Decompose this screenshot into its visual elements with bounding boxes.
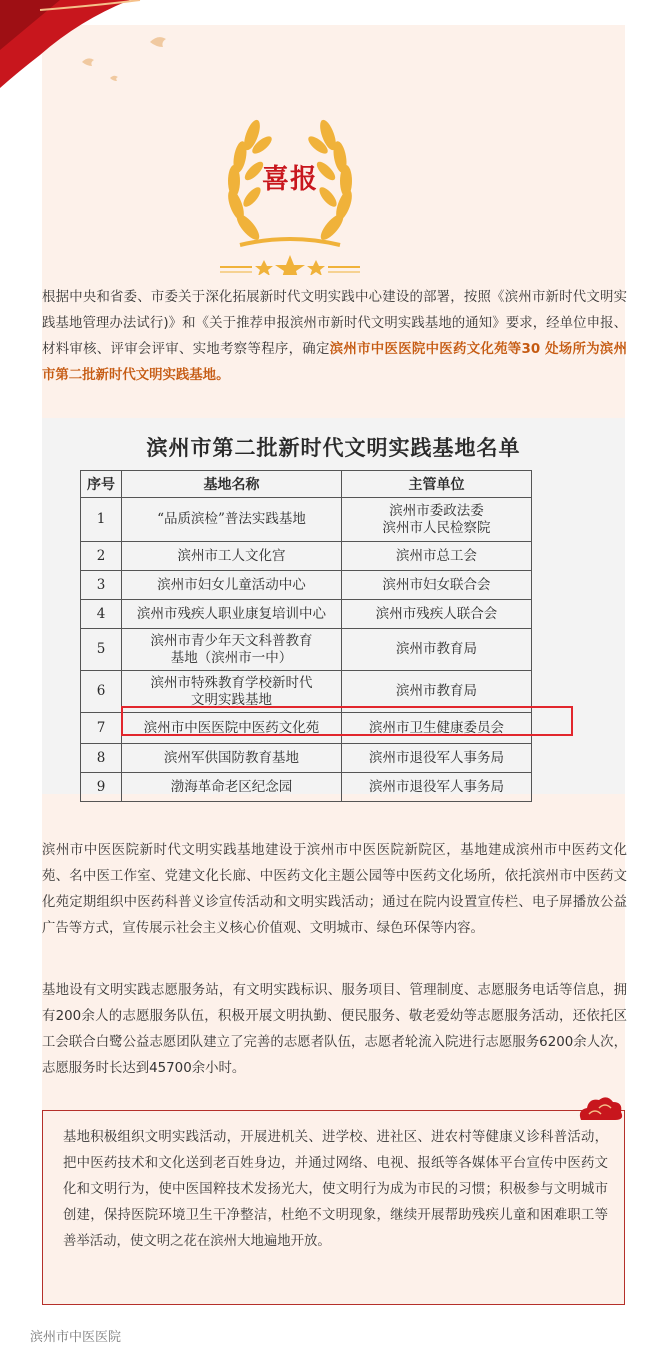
- table-cell-unit: 滨州市委政法委 滨州市人民检察院: [342, 498, 532, 542]
- table-row: [81, 498, 532, 542]
- table-row: [81, 671, 532, 713]
- table-row: [81, 571, 532, 600]
- table-cell-name: 滨州市青少年天文科普教育 基地（滨州市一中）: [122, 629, 342, 671]
- highlight-box: [42, 1110, 625, 1305]
- intro-highlight: 滨州市中医医院中医药文化苑等30 处场所为滨州市第二批新时代文明实践基地。: [42, 342, 627, 383]
- table-cell-unit: 滨州市妇女联合会: [342, 571, 532, 600]
- table-cell-name: 滨州市中医医院中医药文化苑: [122, 713, 342, 744]
- table-cell-unit: 滨州市退役军人事务局: [342, 773, 532, 802]
- table-cell-name: 滨州市残疾人职业康复培训中心: [122, 600, 342, 629]
- table-cell-no: 3: [81, 571, 122, 600]
- table-header-row: [81, 471, 532, 498]
- header-unit: 主管单位: [342, 471, 532, 498]
- table-cell-name: 渤海革命老区纪念园: [122, 773, 342, 802]
- table-cell-name: 滨州市工人文化宫: [122, 542, 342, 571]
- table-cell-no: 8: [81, 744, 122, 773]
- header-name: 基地名称: [122, 471, 342, 498]
- dove-icon: [82, 37, 166, 81]
- body-paragraph-2: 基地设有文明实践志愿服务站，有文明实践标识、服务项目、管理制度、志愿服务电话等信息，拥有200余人的志愿服务队伍，积极开展文明执勤、便民服务、敬老爱幼等志愿服务活动，还依托区工会联合白鹭公益志愿团队建立了完善的志愿者队伍，志愿者轮流入院进行志愿服务6200余人次，志愿服务时长达到45700余小时。: [42, 983, 627, 1076]
- base-list-table: [80, 470, 532, 802]
- table-cell-name: “品质滨检”普法实践基地: [122, 498, 342, 542]
- body-paragraph-1: 滨州市中医医院新时代文明实践基地建设于滨州市中医医院新院区，基地建成滨州市中医药文化苑、名中医工作室、党建文化长廊、中医药文化主题公园等中医药文化场所，依托滨州市中医药文化苑定期组织中医药科普义诊宣传活动和文明实践活动；通过在院内设置宣传栏、电子屏播放公益广告等方式，宣传展示社会主义核心价值观、文明城市、绿色环保等内容。: [42, 843, 627, 936]
- table-row: [81, 744, 532, 773]
- table-title: 滨州市第二批新时代文明实践基地名单: [146, 435, 521, 460]
- footer-text: 滨州市中医医院: [30, 1330, 122, 1345]
- table-cell-no: 5: [81, 629, 122, 671]
- table-cell-name: 滨州市妇女儿童活动中心: [122, 571, 342, 600]
- table-row: [81, 629, 532, 671]
- table-row: [81, 773, 532, 802]
- intro-text: 根据中央和省委、市委关于深化拓展新时代文明实践中心建设的部署，按照《滨州市新时代文明实践基地管理办法试行)》和《关于推荐申报滨州市新时代文明实践基地的通知》要求，经单位申报、材料审核、评审会评审、实地考察等程序，确定: [42, 290, 627, 357]
- table-cell-unit: 滨州市教育局: [342, 671, 532, 713]
- table-row: [81, 600, 532, 629]
- table-cell-unit: 滨州市退役军人事务局: [342, 744, 532, 773]
- table-cell-no: 2: [81, 542, 122, 571]
- table-cell-name: 滨州军供国防教育基地: [122, 744, 342, 773]
- table-cell-no: 4: [81, 600, 122, 629]
- table-cell-no: 1: [81, 498, 122, 542]
- header-no: 序号: [81, 471, 122, 498]
- table-cell-name: 滨州市特殊教育学校新时代 文明实践基地: [122, 671, 342, 713]
- intro-paragraph: [42, 285, 627, 389]
- table-cell-unit: 滨州市教育局: [342, 629, 532, 671]
- table-cell-unit: 滨州市卫生健康委员会: [342, 713, 532, 744]
- red-ribbon-decoration: [0, 0, 200, 90]
- table-row: [81, 542, 532, 571]
- table-cell-no: 9: [81, 773, 122, 802]
- table-cell-no: 7: [81, 713, 122, 744]
- table-cell-no: 6: [81, 671, 122, 713]
- cloud-ornament-icon: [575, 1092, 625, 1126]
- table-cell-unit: 滨州市残疾人联合会: [342, 600, 532, 629]
- table-row: [81, 713, 532, 744]
- body-paragraph-3: 基地积极组织文明实践活动，开展进机关、进学校、进社区、进农村等健康义诊科普活动，把中医药技术和文化送到老百姓身边，并通过网络、电视、报纸等各媒体平台宣传中医药文化和文明行为，使中医国粹技术发扬光大，使文明行为成为市民的习惯；积极参与文明城市创建，保持医院环境卫生干净整洁，杜绝不文明现象，继续开展帮助残疾儿童和困难职工等善举活动，使文明之花在滨州大地遍地开放。: [63, 1130, 608, 1249]
- star-icon: [255, 255, 325, 275]
- table-cell-unit: 滨州市总工会: [342, 542, 532, 571]
- good-news-badge: 喜报: [262, 164, 318, 195]
